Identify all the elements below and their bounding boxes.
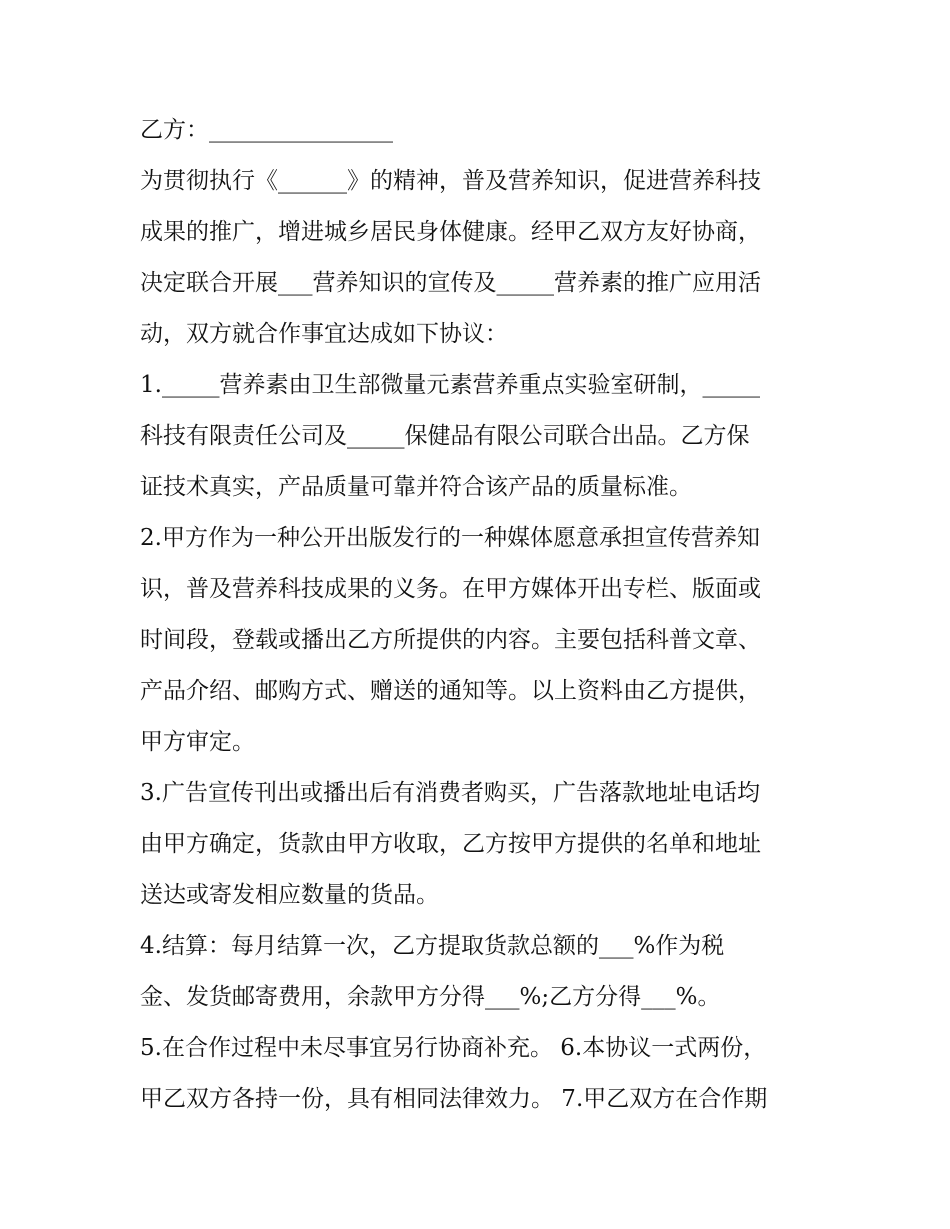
text-line: 证技术真实，产品质量可靠并符合该产品的质量标准。 [140,474,692,500]
text-line: 时间段，登载或播出乙方所提供的内容。主要包括科普文章、 [140,627,761,653]
party-b-line: 乙方：________________ [140,117,393,143]
text-line: 科技有限责任公司及_____保健品有限公司联合出品。乙方保 [140,423,750,449]
text-line: 送达或寄发相应数量的货品。 [140,882,439,908]
text-line: 产品介绍、邮购方式、赠送的通知等。以上资料由乙方提供， [140,678,761,704]
text-line: 动，双方就合作事宜达成如下协议： [140,321,508,347]
text-line: 由甲方确定，货款由甲方收取，乙方按甲方提供的名单和地址 [140,831,761,857]
text-line: 成果的推广，增进城乡居民身体健康。经甲乙双方友好协商， [140,219,761,245]
text-line: 甲方审定。 [140,729,255,755]
text-line: 甲乙双方各持一份，具有相同法律效力。 7.甲乙双方在合作期 [140,1086,768,1112]
clause-2-line: 2.甲方作为一种公开出版发行的一种媒体愿意承担宣传营养知 [140,525,760,551]
clause-5-line: 5.在合作过程中未尽事宜另行协商补充。 6.本协议一式两份， [140,1035,767,1061]
clause-1-line: 1._____营养素由卫生部微量元素营养重点实验室研制，_____ [140,372,760,398]
clause-3-line: 3.广告宣传刊出或播出后有消费者购买，广告落款地址电话均 [140,780,760,806]
text-line: 决定联合开展___营养知识的宣传及_____营养素的推广应用活 [140,270,761,296]
text-line: 为贯彻执行《______》的精神，普及营养知识，促进营养科技 [140,168,761,194]
text-line: 识，普及营养科技成果的义务。在甲方媒体开出专栏、版面或 [140,576,761,602]
text-line: 金、发货邮寄费用，余款甲方分得___%;乙方分得___%。 [140,984,721,1010]
clause-4-line: 4.结算：每月结算一次，乙方提取货款总额的___%作为税 [140,933,725,959]
